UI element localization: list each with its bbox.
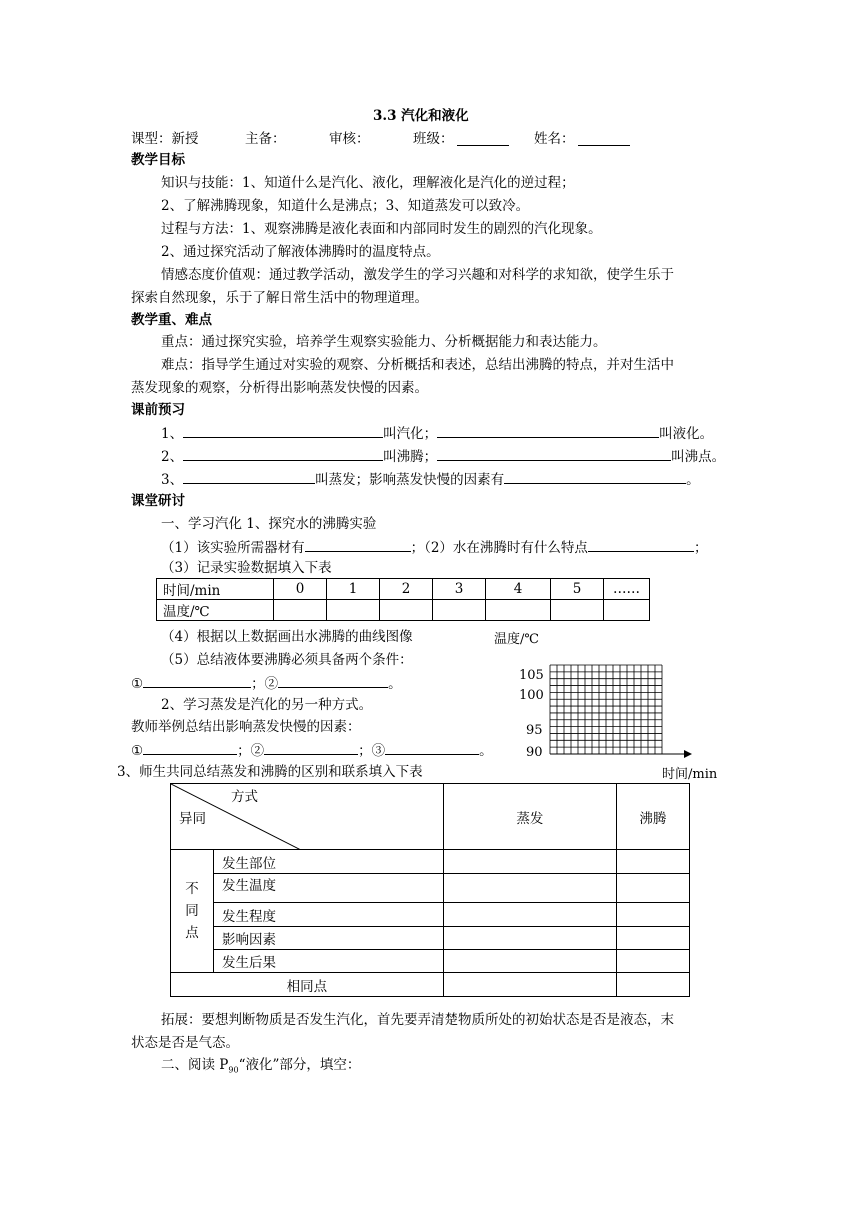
temp-cell[interactable] (327, 600, 380, 621)
conditions-row: ① ；② 。 (131, 676, 402, 692)
page-title: 3.3 汽化和液化 (373, 108, 469, 124)
answer-cell[interactable] (443, 903, 616, 927)
diagonal-header (171, 784, 444, 850)
preview-row-1: 1、 叫汽化； 叫液化。 (161, 426, 714, 442)
diagonal-top-label: 方式 (231, 789, 258, 805)
time-cell: 0 (274, 579, 327, 600)
study-question-5: （5）总结液体要沸腾必须具备两个条件： (161, 652, 413, 668)
temp-header: 温度/℃ (157, 600, 274, 621)
study-question-3: （3）记录实验数据填入下表 (161, 560, 332, 576)
class-blank[interactable] (457, 132, 509, 146)
col-evaporation: 蒸发 (443, 784, 616, 850)
goals-line: 过程与方法：1、观察沸腾是液化表面和内部同时发生的剧烈的汽化现象。 (161, 221, 602, 237)
graph-tick: 100 (519, 688, 544, 703)
row-label: 发生温度 (214, 874, 444, 903)
answer-cell[interactable] (443, 874, 616, 903)
goals-line: 2、通过探究活动了解液体沸腾时的温度特点。 (161, 244, 440, 260)
reading-prompt: 二、阅读 $P_{90}“$液化”部分，填空： (161, 1057, 361, 1075)
blank[interactable] (385, 741, 479, 755)
preparer-label: 主备： (245, 131, 286, 147)
temp-cell[interactable] (380, 600, 433, 621)
graph-tick: 105 (519, 668, 544, 683)
blank[interactable] (278, 674, 388, 688)
name-blank[interactable] (578, 132, 630, 146)
goals-line: 2、了解沸腾现象，知道什么是沸点；3、知道蒸发可以致冷。 (161, 198, 530, 214)
temp-cell[interactable] (486, 600, 551, 621)
class-label: 班级： (413, 131, 454, 147)
preview-row-2: 2、 叫沸腾； 叫沸点。 (161, 449, 726, 465)
time-cell: 4 (486, 579, 551, 600)
answer-cell[interactable] (443, 927, 616, 950)
goals-heading: 教学目标 (131, 152, 185, 168)
blank[interactable] (183, 447, 383, 461)
name-label: 姓名： (534, 131, 575, 147)
goals-line: 情感态度价值观：通过教学活动，激发学生的学习兴趣和对科学的求知欲，使学生乐于 (161, 267, 674, 283)
comparison-table (170, 783, 690, 997)
key-heading: 教学重、难点 (131, 312, 212, 328)
time-cell: 3 (433, 579, 486, 600)
diff-label-cell: 不 同 点 (171, 850, 214, 973)
blank[interactable] (143, 674, 251, 688)
study-section-1: 一、学习汽化 1、探究水的沸腾实验 (161, 516, 377, 532)
time-cell: 5 (551, 579, 604, 600)
graph-tick: 90 (526, 745, 543, 760)
row-label: 发生程度 (214, 903, 444, 927)
data-table (156, 578, 650, 621)
graph-ylabel: 温度/℃ (494, 632, 539, 647)
key-line: 重点：通过探究实验，培养学生观察实验能力、分析概据能力和表达能力。 (161, 334, 607, 350)
extension-line: 状态是否是气态。 (131, 1035, 239, 1051)
answer-cell[interactable] (616, 950, 689, 973)
answer-cell[interactable] (616, 903, 689, 927)
row-label: 发生部位 (214, 850, 444, 874)
temp-cell[interactable] (604, 600, 650, 621)
answer-cell[interactable] (616, 973, 689, 997)
goals-line: 知识与技能：1、知道什么是汽化、液化，理解液化是汽化的逆过程； (161, 175, 575, 191)
blank[interactable] (143, 741, 237, 755)
time-cell: 2 (380, 579, 433, 600)
study-question-4: （4）根据以上数据画出水沸腾的曲线图像 (161, 629, 413, 645)
study-section-2b: 教师举例总结出影响蒸发快慢的因素： (131, 719, 361, 735)
row-label: 影响因素 (214, 927, 444, 950)
col-boiling: 沸腾 (616, 784, 689, 850)
graph-xlabel: 时间/min (662, 767, 718, 782)
factors-row: ① ；② ；③ 。 (131, 743, 493, 759)
time-cell: …… (604, 579, 650, 600)
blank[interactable] (437, 447, 671, 461)
answer-cell[interactable] (443, 950, 616, 973)
answer-cell[interactable] (616, 874, 689, 903)
course-type: 课型：新授 (131, 131, 199, 147)
blank[interactable] (437, 424, 659, 438)
study-heading: 课堂研讨 (131, 493, 185, 509)
row-label: 发生后果 (214, 950, 444, 973)
reviewer-label: 审核： (329, 131, 370, 147)
blank[interactable] (183, 470, 315, 484)
study-section-2: 2、学习蒸发是汽化的另一种方式。 (161, 697, 373, 713)
study-question-1: （1）该实验所需器材有 ；（2）水在沸腾时有什么特点 ； (161, 540, 708, 556)
temp-cell[interactable] (433, 600, 486, 621)
diagonal-bottom-label: 异同 (179, 811, 206, 827)
time-header: 时间/min (157, 579, 274, 600)
key-line: 蒸发现象的观察，分析得出影响蒸发快慢的因素。 (131, 380, 428, 396)
blank[interactable] (504, 470, 686, 484)
preview-heading: 课前预习 (131, 402, 185, 418)
blank[interactable] (183, 424, 383, 438)
goals-line: 探索自然现象，乐于了解日常生活中的物理道理。 (131, 290, 428, 306)
answer-cell[interactable] (616, 927, 689, 950)
key-line: 难点：指导学生通过对实验的观察、分析概括和表述，总结出沸腾的特点，并对生活中 (161, 357, 674, 373)
x-axis-arrow (684, 750, 692, 758)
study-section-3: 3、师生共同总结蒸发和沸腾的区别和联系填入下表 (117, 764, 423, 780)
blank[interactable] (588, 538, 694, 552)
blank[interactable] (305, 538, 411, 552)
preview-row-3: 3、 叫蒸发；影响蒸发快慢的因素有 。 (161, 472, 700, 488)
answer-cell[interactable] (616, 850, 689, 874)
extension-line: 拓展：要想判断物质是否发生汽化，首先要弄清楚物质所处的初始状态是否是液态，末 (161, 1012, 674, 1028)
temp-cell[interactable] (274, 600, 327, 621)
answer-cell[interactable] (443, 850, 616, 874)
same-label: 相同点 (171, 973, 444, 997)
temp-cell[interactable] (551, 600, 604, 621)
graph-tick: 95 (526, 723, 543, 738)
time-cell: 1 (327, 579, 380, 600)
graph-grid[interactable] (490, 625, 730, 785)
blank[interactable] (264, 741, 358, 755)
answer-cell[interactable] (443, 973, 616, 997)
